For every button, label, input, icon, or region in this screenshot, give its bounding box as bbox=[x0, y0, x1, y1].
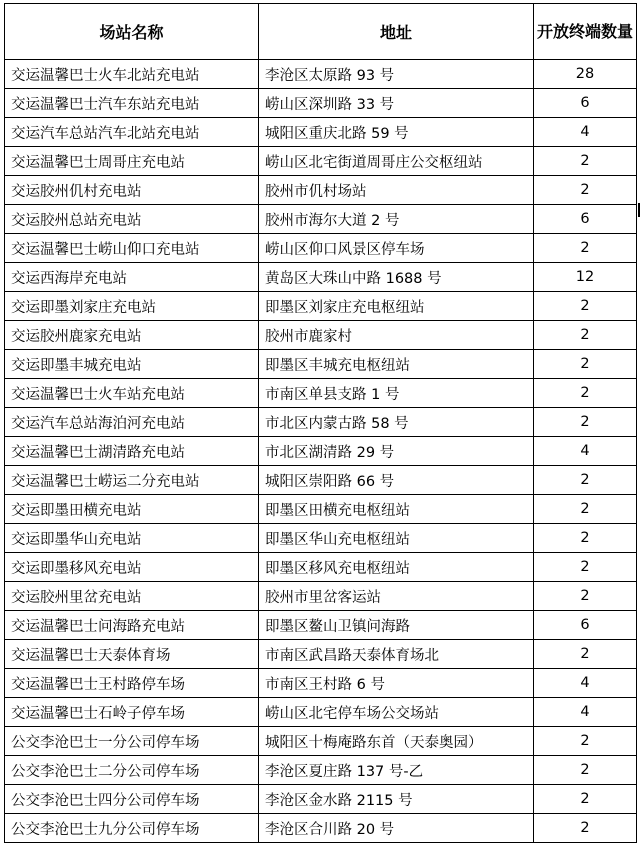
table-row bbox=[5, 292, 637, 321]
terminal-count-cell: 2 bbox=[534, 350, 637, 379]
station-name-cell: 交运胶州鹿家充电站 bbox=[5, 321, 259, 350]
table-row bbox=[5, 640, 637, 669]
station-name-cell: 交运胶州总站充电站 bbox=[5, 205, 259, 234]
address-cell: 即墨区刘家庄充电枢纽站 bbox=[259, 292, 534, 321]
station-name-cell: 交运温馨巴士周哥庄充电站 bbox=[5, 147, 259, 176]
address-cell: 市南区王村路 6 号 bbox=[259, 669, 534, 698]
station-name-cell: 交运即墨田横充电站 bbox=[5, 495, 259, 524]
table-row bbox=[5, 524, 637, 553]
terminal-count-cell: 4 bbox=[534, 118, 637, 147]
address-cell: 崂山区北宅停车场公交场站 bbox=[259, 698, 534, 727]
address-cell: 市南区单县支路 1 号 bbox=[259, 379, 534, 408]
address-cell: 城阳区十梅庵路东首（天泰奥园） bbox=[259, 727, 534, 756]
table-row bbox=[5, 437, 637, 466]
station-name-cell: 交运即墨刘家庄充电站 bbox=[5, 292, 259, 321]
station-name-cell: 交运温馨巴士火车北站充电站 bbox=[5, 60, 259, 89]
station-name-cell: 交运温馨巴士崂运二分充电站 bbox=[5, 466, 259, 495]
table-row bbox=[5, 669, 637, 698]
header-station-name: 场站名称 bbox=[5, 4, 259, 60]
address-cell: 李沧区金水路 2115 号 bbox=[259, 785, 534, 814]
table-header-row bbox=[5, 4, 637, 60]
table-row bbox=[5, 814, 637, 843]
terminal-count-cell: 2 bbox=[534, 379, 637, 408]
address-cell: 胶州市里岔客运站 bbox=[259, 582, 534, 611]
terminal-count-cell: 2 bbox=[534, 466, 637, 495]
address-cell: 胶州市海尔大道 2 号 bbox=[259, 205, 534, 234]
address-cell: 崂山区深圳路 33 号 bbox=[259, 89, 534, 118]
table-row bbox=[5, 234, 637, 263]
table-row bbox=[5, 263, 637, 292]
address-cell: 崂山区仰口风景区停车场 bbox=[259, 234, 534, 263]
station-name-cell: 交运温馨巴士汽车东站充电站 bbox=[5, 89, 259, 118]
address-cell: 李沧区太原路 93 号 bbox=[259, 60, 534, 89]
terminal-count-cell: 2 bbox=[534, 727, 637, 756]
text-cursor-mark bbox=[638, 203, 640, 217]
terminal-count-cell: 4 bbox=[534, 437, 637, 466]
station-name-cell: 交运汽车总站海泊河充电站 bbox=[5, 408, 259, 437]
address-cell: 市北区内蒙古路 58 号 bbox=[259, 408, 534, 437]
table-row bbox=[5, 379, 637, 408]
address-cell: 即墨区田横充电枢纽站 bbox=[259, 495, 534, 524]
terminal-count-cell: 2 bbox=[534, 756, 637, 785]
address-cell: 即墨区移风充电枢纽站 bbox=[259, 553, 534, 582]
station-name-cell: 公交李沧巴士二分公司停车场 bbox=[5, 756, 259, 785]
address-cell: 崂山区北宅街道周哥庄公交枢纽站 bbox=[259, 147, 534, 176]
address-cell: 李沧区合川路 20 号 bbox=[259, 814, 534, 843]
terminal-count-cell: 4 bbox=[534, 698, 637, 727]
terminal-count-cell: 6 bbox=[534, 89, 637, 118]
terminal-count-cell: 28 bbox=[534, 60, 637, 89]
terminal-count-cell: 6 bbox=[534, 611, 637, 640]
terminal-count-cell: 2 bbox=[534, 495, 637, 524]
terminal-count-cell: 2 bbox=[534, 147, 637, 176]
terminal-count-cell: 2 bbox=[534, 408, 637, 437]
table-row bbox=[5, 553, 637, 582]
station-name-cell: 交运即墨丰城充电站 bbox=[5, 350, 259, 379]
header-address: 地址 bbox=[259, 4, 534, 60]
address-cell: 黄岛区大珠山中路 1688 号 bbox=[259, 263, 534, 292]
table-row bbox=[5, 727, 637, 756]
terminal-count-cell: 2 bbox=[534, 234, 637, 263]
table-row bbox=[5, 756, 637, 785]
table-row bbox=[5, 582, 637, 611]
table-row bbox=[5, 350, 637, 379]
table-row bbox=[5, 466, 637, 495]
address-cell: 即墨区鳌山卫镇问海路 bbox=[259, 611, 534, 640]
address-cell: 胶州市仉村场站 bbox=[259, 176, 534, 205]
terminal-count-cell: 2 bbox=[534, 553, 637, 582]
station-name-cell: 交运温馨巴士问海路充电站 bbox=[5, 611, 259, 640]
station-name-cell: 交运汽车总站汽车北站充电站 bbox=[5, 118, 259, 147]
terminal-count-cell: 2 bbox=[534, 524, 637, 553]
terminal-count-cell: 2 bbox=[534, 176, 637, 205]
table-row bbox=[5, 147, 637, 176]
table-row bbox=[5, 321, 637, 350]
station-name-cell: 公交李沧巴士四分公司停车场 bbox=[5, 785, 259, 814]
address-cell: 市南区武昌路天泰体育场北 bbox=[259, 640, 534, 669]
header-terminal-count: 开放终端数量 bbox=[534, 4, 637, 60]
table-row bbox=[5, 60, 637, 89]
terminal-count-cell: 2 bbox=[534, 292, 637, 321]
address-cell: 即墨区华山充电枢纽站 bbox=[259, 524, 534, 553]
terminal-count-cell: 2 bbox=[534, 640, 637, 669]
terminal-count-cell: 12 bbox=[534, 263, 637, 292]
station-name-cell: 交运温馨巴士天泰体育场 bbox=[5, 640, 259, 669]
table-row bbox=[5, 118, 637, 147]
station-name-cell: 交运温馨巴士王村路停车场 bbox=[5, 669, 259, 698]
station-name-cell: 交运胶州仉村充电站 bbox=[5, 176, 259, 205]
table-row bbox=[5, 611, 637, 640]
terminal-count-cell: 2 bbox=[534, 814, 637, 843]
station-name-cell: 交运温馨巴士崂山仰口充电站 bbox=[5, 234, 259, 263]
table-row bbox=[5, 785, 637, 814]
station-name-cell: 交运胶州里岔充电站 bbox=[5, 582, 259, 611]
terminal-count-cell: 2 bbox=[534, 582, 637, 611]
table-row bbox=[5, 176, 637, 205]
address-cell: 市北区湖清路 29 号 bbox=[259, 437, 534, 466]
address-cell: 城阳区崇阳路 66 号 bbox=[259, 466, 534, 495]
address-cell: 李沧区夏庄路 137 号-乙 bbox=[259, 756, 534, 785]
station-name-cell: 交运即墨移风充电站 bbox=[5, 553, 259, 582]
station-name-cell: 公交李沧巴士一分公司停车场 bbox=[5, 727, 259, 756]
table-row bbox=[5, 698, 637, 727]
stations-table-container bbox=[4, 3, 637, 843]
table-row bbox=[5, 89, 637, 118]
station-name-cell: 交运温馨巴士湖清路充电站 bbox=[5, 437, 259, 466]
station-name-cell: 交运温馨巴士火车站充电站 bbox=[5, 379, 259, 408]
address-cell: 城阳区重庆北路 59 号 bbox=[259, 118, 534, 147]
table-row bbox=[5, 205, 637, 234]
table-row bbox=[5, 408, 637, 437]
station-name-cell: 交运西海岸充电站 bbox=[5, 263, 259, 292]
station-name-cell: 交运温馨巴士石岭子停车场 bbox=[5, 698, 259, 727]
terminal-count-cell: 6 bbox=[534, 205, 637, 234]
terminal-count-cell: 2 bbox=[534, 321, 637, 350]
station-name-cell: 交运即墨华山充电站 bbox=[5, 524, 259, 553]
charging-stations-table bbox=[4, 3, 637, 843]
address-cell: 胶州市鹿家村 bbox=[259, 321, 534, 350]
terminal-count-cell: 2 bbox=[534, 785, 637, 814]
table-body bbox=[5, 60, 637, 843]
terminal-count-cell: 4 bbox=[534, 669, 637, 698]
table-row bbox=[5, 495, 637, 524]
station-name-cell: 公交李沧巴士九分公司停车场 bbox=[5, 814, 259, 843]
address-cell: 即墨区丰城充电枢纽站 bbox=[259, 350, 534, 379]
